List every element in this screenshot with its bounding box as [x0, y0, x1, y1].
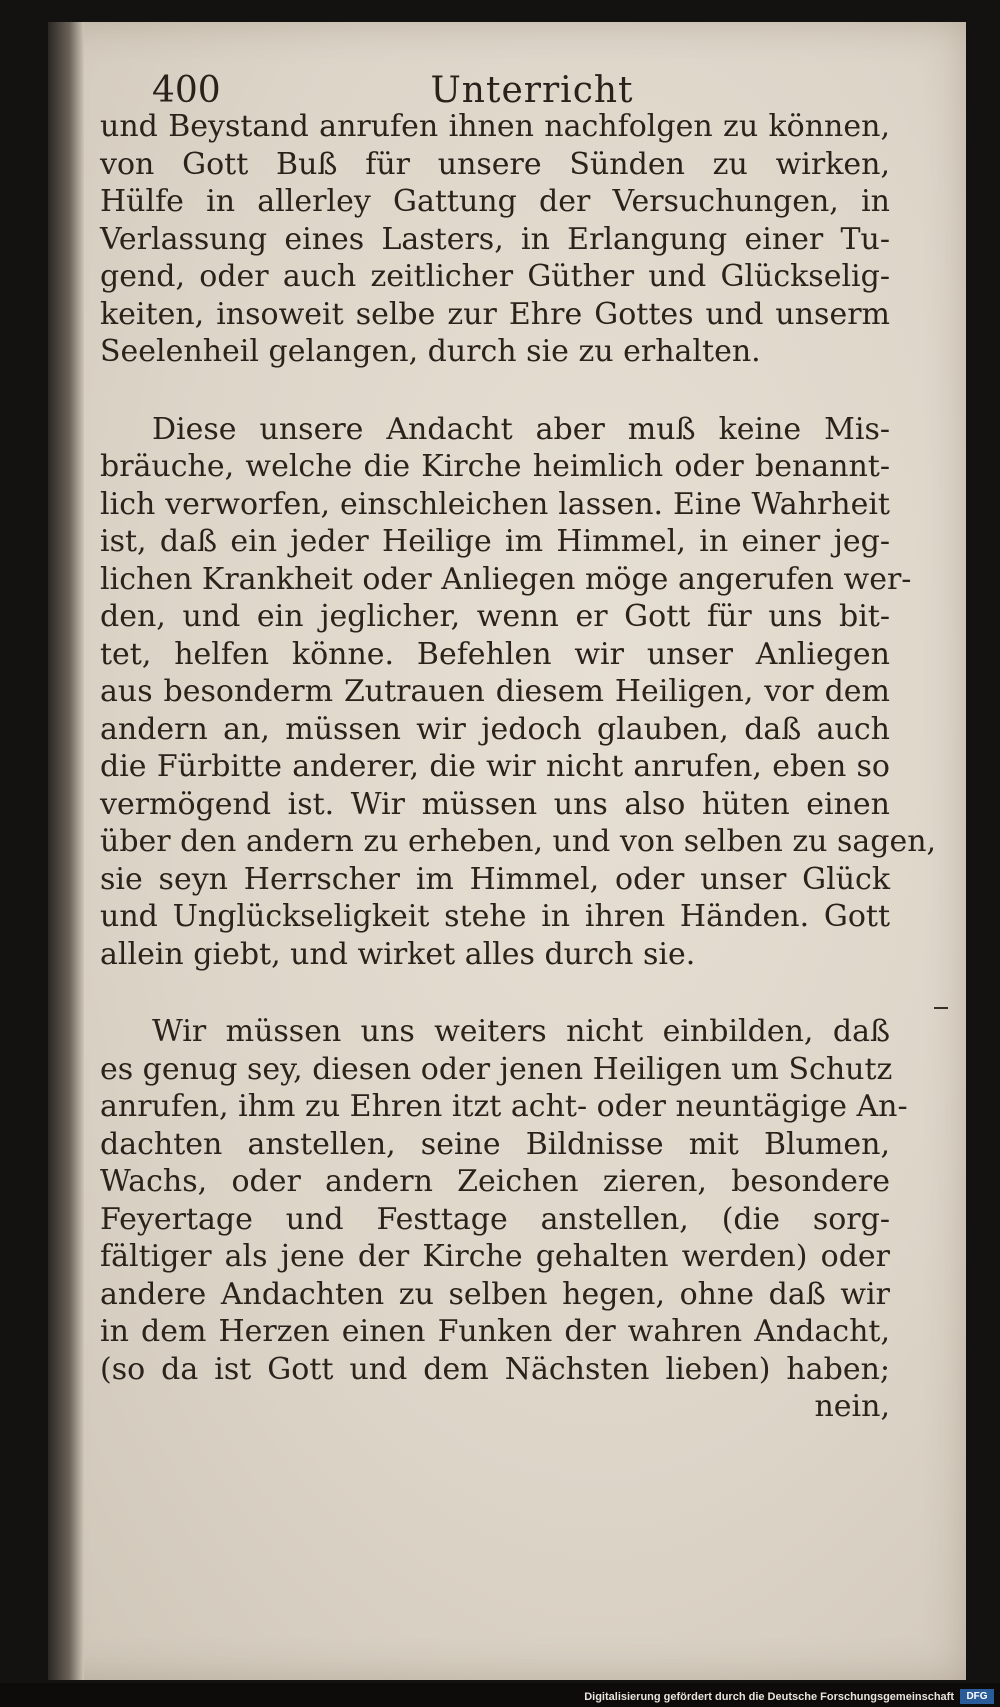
- running-head: Unterricht: [430, 70, 634, 111]
- text-line: keiten, insoweit selbe zur Ehre Gottes und unserm: [100, 296, 890, 332]
- text-line: andern an, müssen wir jedoch glauben, daß auch: [100, 711, 890, 747]
- text-line: tet, helfen könne. Befehlen wir unser Anliegen: [100, 636, 890, 672]
- text-line: in dem Herzen einen Funken der wahren Andacht,: [100, 1314, 890, 1349]
- text-line: sie seyn Herrscher im Himmel, oder unser Glück: [100, 861, 890, 897]
- text-line: anrufen, ihm zu Ehren itzt acht- oder neuntägige An-: [100, 1089, 908, 1124]
- text-line: und Unglückseligkeit stehe in ihren Händen. Gott: [100, 899, 890, 934]
- book-spine-shadow: [48, 22, 84, 1680]
- text-line: ist, daß ein jeder Heilige im Himmel, in einer jeg-: [100, 524, 890, 559]
- text-line: Feyertage und Festtage anstellen, (die sorg-: [100, 1201, 890, 1237]
- page-edge-mark: [934, 1007, 948, 1009]
- text-line: Verlassung eines Lasters, in Erlangung einer Tu-: [100, 221, 890, 257]
- catchword: nein,: [814, 1389, 890, 1424]
- text-line: Wir müssen uns weiters nicht einbilden, daß: [152, 1014, 890, 1049]
- text-line: Seelenheil gelangen, durch sie zu erhalten.: [100, 334, 761, 369]
- text-line: dachten anstellen, seine Bildnisse mit Blumen,: [100, 1126, 890, 1162]
- text-line: den, und ein jeglicher, wenn er Gott für uns bit-: [100, 599, 890, 634]
- digitization-footer: [0, 1683, 1000, 1707]
- text-line: lichen Krankheit oder Anliegen möge angerufen wer-: [100, 561, 912, 597]
- text-block: [100, 108, 937, 1426]
- text-line: lich verworfen, einschleichen lassen. Eine Wahrheit: [100, 486, 890, 522]
- text-line: aus besonderm Zutrauen diesem Heiligen, vor dem: [100, 674, 890, 709]
- paragraph-3: [100, 1013, 908, 1426]
- text-line: Wachs, oder andern Zeichen zieren, besondere: [100, 1164, 890, 1199]
- page-number: 400: [152, 70, 221, 111]
- text-line: die Fürbitte anderer, die wir nicht anrufen, eben so: [100, 749, 890, 784]
- text-line: bräuche, welche die Kirche heimlich oder benannt-: [100, 449, 890, 484]
- text-line: es genug sey, diesen oder jenen Heiligen um Schutz: [100, 1051, 893, 1087]
- paragraph-2: [100, 411, 937, 974]
- text-line: fältiger als jene der Kirche gehalten werden) oder: [100, 1239, 890, 1274]
- paragraph-1: [100, 108, 890, 371]
- dfg-logo: DFG: [960, 1689, 994, 1704]
- text-line: Hülfe in allerley Gattung der Versuchungen, in: [100, 184, 890, 219]
- text-line: (so da ist Gott und dem Nächsten lieben) haben;: [100, 1351, 890, 1387]
- text-line: vermögend ist. Wir müssen uns also hüten einen: [100, 786, 890, 822]
- text-line: von Gott Buß für unsere Sünden zu wirken,: [100, 146, 890, 182]
- text-line: Diese unsere Andacht aber muß keine Mis-: [152, 411, 890, 447]
- text-line: gend, oder auch zeitlicher Güther und Glückselig-: [100, 259, 890, 294]
- text-line: andere Andachten zu selben hegen, ohne daß wir: [100, 1276, 890, 1312]
- footer-credit: Digitalisierung gefördert durch die Deutsche Forschungsgemeinschaft: [584, 1691, 954, 1703]
- text-line: allein giebt, und wirket alles durch sie.: [100, 936, 696, 972]
- text-line: und Beystand anrufen ihnen nachfolgen zu können,: [100, 109, 890, 144]
- text-line: über den andern zu erheben, und von selben zu sagen,: [100, 824, 937, 859]
